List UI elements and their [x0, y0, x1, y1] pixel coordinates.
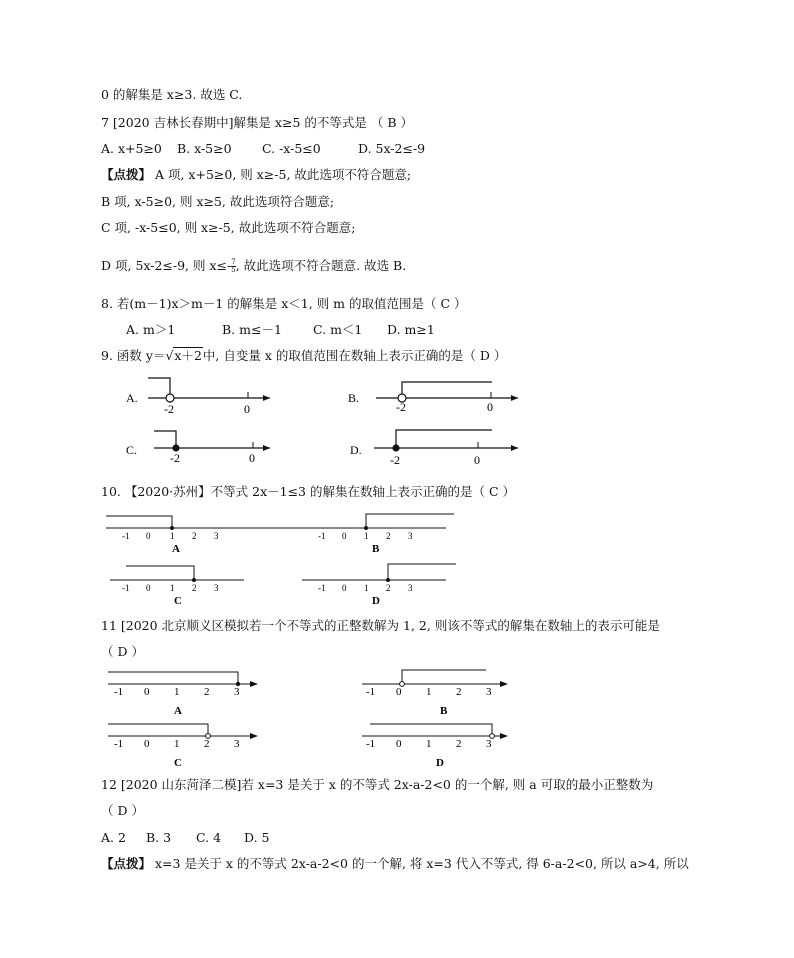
q12-option-d: D. 5	[244, 830, 270, 845]
tick-label: -2	[170, 451, 180, 465]
q12-option-a: A. 2	[101, 830, 126, 845]
closed-point	[170, 526, 174, 530]
fraction-numerator: 7	[231, 258, 236, 266]
question-12-answer: （ D ）	[101, 803, 144, 818]
tick-label: 2	[456, 738, 462, 750]
q10-figure-b	[302, 514, 454, 555]
tick-labels	[114, 686, 240, 698]
q7-hint-a: A 项, x+5≥0, 则 x≥-5, 故此选项不符合题意;	[151, 167, 412, 182]
fraction-denominator: 5	[231, 266, 236, 274]
q10-figure-c	[110, 566, 244, 607]
line-previous-answer: 0 的解集是 x≥3. 故选 C.	[101, 87, 243, 102]
q12-option-b: B. 3	[146, 830, 172, 845]
question-9: 9. 函数 y＝√x＋2中, 自变量 x 的取值范围在数轴上表示正确的是（ D ）	[101, 348, 507, 363]
axis-arrow	[511, 395, 518, 401]
tick-labels	[122, 583, 219, 593]
q11-figure-d	[362, 724, 508, 769]
figure-label: A	[174, 705, 182, 717]
q9-label-c: C.	[126, 443, 138, 457]
figure-label: D	[436, 757, 444, 769]
tick-label: 2	[204, 738, 210, 750]
q12-hint-line	[101, 856, 689, 872]
question-8: 8. 若(m－1)x＞m－1 的解集是 x＜1, 则 m 的取值范围是（ C ）	[101, 296, 467, 311]
open-point	[166, 394, 174, 402]
q10-figure-a	[106, 516, 338, 555]
question-11-answer: （ D ）	[101, 644, 144, 659]
tick-label: 1	[174, 686, 180, 698]
tick-label: 3	[214, 531, 219, 541]
tick-label: 3	[234, 686, 240, 698]
solution-ray	[366, 514, 454, 528]
tick-label: 0	[244, 402, 250, 416]
tick-labels	[366, 738, 492, 750]
q9-figure-c	[126, 431, 270, 465]
solution-ray	[154, 431, 176, 448]
tick-labels	[114, 738, 240, 750]
tick-label: 1	[364, 531, 369, 541]
axis-arrow	[500, 733, 508, 739]
solution-ray	[106, 516, 172, 528]
tick-label: -1	[114, 686, 124, 698]
hint-label: 【点拨】	[101, 856, 152, 871]
tick-label: 1	[426, 738, 432, 750]
tick-label: -2	[390, 453, 400, 467]
q7-option-a: A. x+5≥0	[101, 141, 162, 156]
q7-hint-line	[101, 167, 411, 183]
q8-option-b: B. m≤－1	[222, 322, 282, 337]
axis-arrow	[250, 733, 258, 739]
q7-option-c: C. -x-5≤0	[262, 141, 321, 156]
q7-option-b: B. x-5≥0	[177, 141, 232, 156]
tick-label: 0	[396, 738, 402, 750]
tick-label: -1	[318, 583, 326, 593]
figure-label: C	[174, 595, 182, 607]
tick-labels	[366, 686, 492, 698]
tick-labels	[122, 531, 219, 541]
tick-label: -1	[366, 738, 376, 750]
solution-ray	[402, 382, 492, 394]
q7-hint-c: C 项, -x-5≤0, 则 x≥-5, 故此选项不符合题意;	[101, 220, 356, 235]
q9-label-b: B.	[348, 391, 360, 405]
figure-label: C	[174, 757, 182, 769]
q10-number-lines	[100, 508, 470, 608]
closed-point	[392, 444, 399, 451]
q9-radicand: x＋2	[174, 348, 202, 363]
tick-label: 2	[386, 583, 391, 593]
q7-hint-d-pre: D 项, 5x-2≤-9, 则 x≤-	[101, 258, 232, 273]
q7-option-d: D. 5x-2≤-9	[358, 141, 426, 156]
q11-number-lines	[100, 664, 520, 770]
closed-point	[364, 526, 368, 530]
tick-label: 0	[342, 531, 347, 541]
tick-label: 2	[192, 583, 197, 593]
q9-number-lines	[120, 368, 540, 474]
tick-label: 0	[144, 686, 150, 698]
figure-label: B	[440, 705, 448, 717]
q9-pre: 9. 函数 y＝	[101, 348, 166, 363]
tick-label: 3	[408, 583, 413, 593]
q11-figure-a	[108, 672, 258, 717]
q8-option-a: A. m＞1	[126, 322, 176, 337]
q8-option-d: D. m≥1	[387, 322, 435, 337]
q7-hint-d-post: , 故此选项不符合题意. 故选 B.	[235, 258, 407, 273]
q7-hint-b: B 项, x-5≥0, 则 x≥5, 故此选项符合题意;	[101, 194, 335, 209]
tick-label: 0	[487, 400, 493, 414]
solution-ray	[388, 564, 456, 580]
q9-label-d: D.	[350, 443, 362, 457]
q11-figure-c	[108, 724, 258, 769]
tick-label: 2	[204, 686, 210, 698]
axis-arrow	[263, 395, 270, 401]
tick-label: 2	[386, 531, 391, 541]
tick-label: -1	[318, 531, 326, 541]
closed-point	[192, 578, 196, 582]
solution-ray	[126, 566, 194, 580]
figure-label: A	[172, 543, 180, 555]
tick-label: 1	[426, 686, 432, 698]
tick-label: 0	[396, 686, 402, 698]
axis-arrow	[250, 681, 258, 687]
tick-label: 1	[364, 583, 369, 593]
tick-label: -1	[122, 583, 130, 593]
tick-label: 1	[170, 531, 175, 541]
solution-ray	[402, 670, 486, 684]
tick-label: 0	[342, 583, 347, 593]
q10-figure-d	[302, 564, 456, 607]
question-11: 11 [2020 北京顺义区模拟若一个不等式的正整数解为 1, 2, 则该不等式的解集在数轴上的表示可能是	[101, 618, 660, 633]
axis-arrow	[263, 445, 270, 451]
tick-label: 3	[486, 686, 492, 698]
tick-labels	[318, 583, 413, 593]
tick-label: 3	[486, 738, 492, 750]
q9-figure-a	[126, 378, 270, 416]
tick-label: -1	[122, 531, 130, 541]
q9-figure-b	[348, 382, 518, 414]
question-10: 10. 【2020·苏州】不等式 2x－1≤3 的解集在数轴上表示正确的是（ C ）	[101, 484, 515, 499]
question-7: 7 [2020 吉林长春期中]解集是 x≥5 的不等式是 （ B ）	[101, 115, 413, 130]
tick-label: 0	[249, 451, 255, 465]
solution-ray	[108, 672, 238, 684]
solution-ray	[108, 724, 208, 736]
q9-post: 中, 自变量 x 的取值范围在数轴上表示正确的是（ D ）	[202, 348, 507, 363]
solution-ray	[370, 724, 492, 736]
tick-label: -1	[114, 738, 124, 750]
solution-ray	[148, 378, 170, 394]
question-12: 12 [2020 山东菏泽二模]若 x=3 是关于 x 的不等式 2x-a-2<0 的一个解, 则 a 可取的最小正整数为	[101, 777, 654, 792]
axis-arrow	[500, 681, 508, 687]
q12-hint-text: x=3 是关于 x 的不等式 2x-a-2<0 的一个解, 将 x=3 代入不等式, 得 6-a-2<0, 所以 a>4, 所以	[151, 856, 689, 871]
q12-option-c: C. 4	[196, 830, 222, 845]
tick-label: 0	[146, 531, 151, 541]
tick-label: 0	[146, 583, 151, 593]
tick-label: 3	[408, 531, 413, 541]
tick-label: 1	[174, 738, 180, 750]
tick-label: 3	[214, 583, 219, 593]
tick-label: 0	[144, 738, 150, 750]
tick-label: -2	[164, 402, 174, 416]
figure-label: B	[372, 543, 380, 555]
q11-figure-b	[362, 670, 508, 717]
figure-label: D	[372, 595, 380, 607]
tick-label: 3	[234, 738, 240, 750]
q7-hint-d	[101, 258, 406, 274]
tick-label: 2	[456, 686, 462, 698]
hint-label: 【点拨】	[101, 167, 152, 182]
q8-option-c: C. m＜1	[313, 322, 363, 337]
tick-label: 1	[170, 583, 175, 593]
tick-labels	[318, 531, 413, 541]
tick-label: -1	[366, 686, 376, 698]
tick-label: 2	[192, 531, 197, 541]
closed-point	[386, 578, 390, 582]
q9-figure-d	[350, 430, 518, 467]
q9-label-a: A.	[126, 391, 138, 405]
tick-label: -2	[396, 400, 406, 414]
axis-arrow	[511, 445, 518, 451]
tick-label: 0	[474, 453, 480, 467]
